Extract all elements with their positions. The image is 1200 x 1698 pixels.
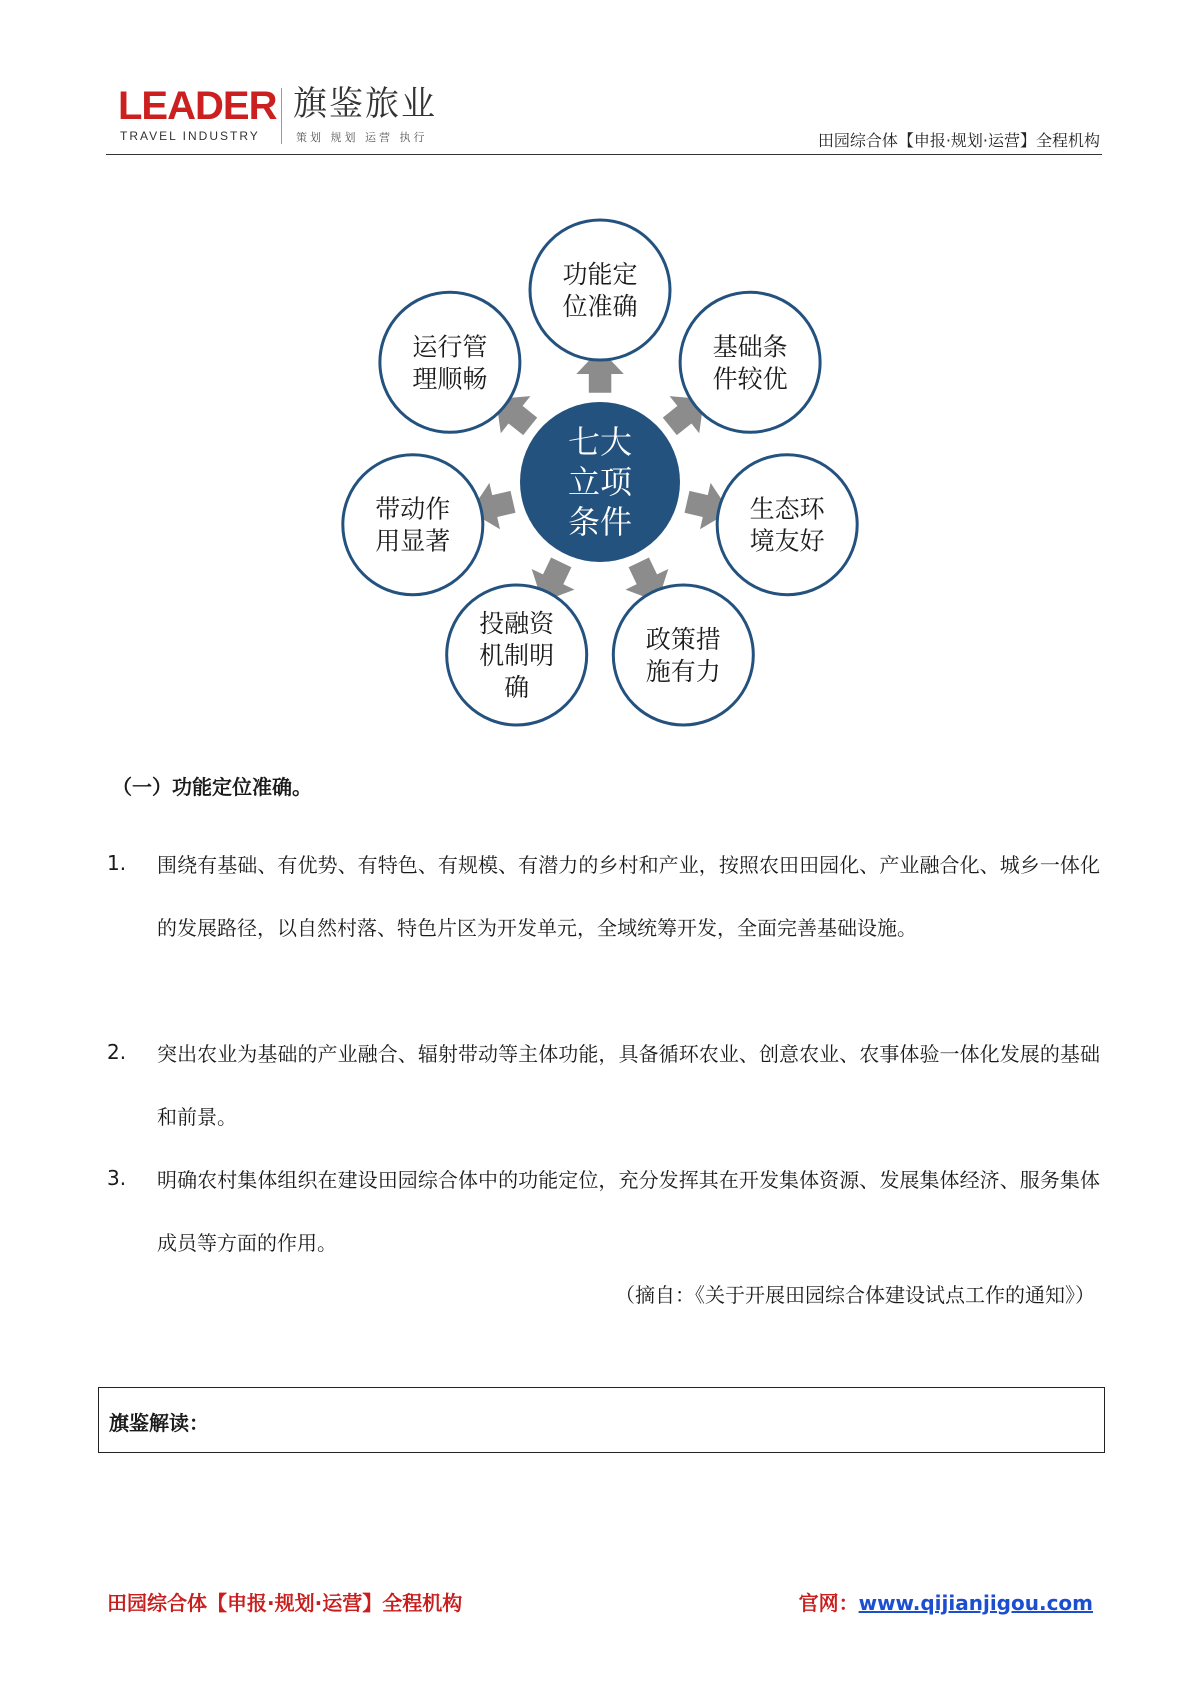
- list-item-text: 突出农业为基础的产业融合、辐射带动等主体功能，具备循环农业、创意农业、农事体验一体化发展的基础和前景。: [157, 1042, 1100, 1129]
- interpretation-box: [98, 1387, 1105, 1453]
- condition-label: 境友好: [749, 526, 825, 556]
- condition-label: 功能定: [562, 260, 638, 289]
- condition-label: 带动作: [375, 494, 451, 524]
- center-label: 七大: [567, 423, 633, 461]
- logo-chinese-subtitle: 策划 规划 运营 执行: [296, 131, 428, 144]
- section-heading: （一）功能定位准确。: [112, 775, 312, 799]
- condition-label: 运行管: [412, 332, 488, 362]
- header-tagline: 田园综合体【申报·规划·运营】全程机构: [817, 131, 1100, 150]
- list-item-text: 围绕有基础、有优势、有特色、有规模、有潜力的乡村和产业，按照农田田园化、产业融合化、城乡一体化的发展路径，以自然村落、特色片区为开发单元，全域统筹开发，全面完善基础设施。: [157, 853, 1100, 940]
- condition-label: 政策措: [645, 624, 721, 654]
- condition-label: 投融资: [479, 608, 555, 638]
- center-label: 立项: [567, 463, 633, 501]
- condition-label: 生态环: [749, 494, 825, 524]
- condition-label: 确: [504, 672, 530, 702]
- footer-website: [799, 1587, 1093, 1616]
- condition-circle: [343, 455, 483, 595]
- footer-website-label: 官网：: [798, 1591, 859, 1615]
- logo-leader: LEADER: [118, 84, 277, 128]
- condition-label: 用显著: [375, 526, 451, 556]
- center-label: 条件: [567, 503, 633, 541]
- list-item-number: 2.: [107, 1040, 127, 1064]
- footer-website-link[interactable]: www.qijianjigou.com: [858, 1591, 1093, 1615]
- condition-circle: [530, 220, 670, 360]
- condition-circle: [380, 292, 520, 432]
- condition-label: 施有力: [645, 656, 721, 686]
- condition-label: 机制明: [479, 640, 555, 670]
- seven-conditions-diagram: [0, 0, 1200, 760]
- logo-subtitle: TRAVEL INDUSTRY: [120, 129, 260, 143]
- condition-label: 位准确: [562, 292, 638, 321]
- logo-chinese: 旗鉴旅业: [293, 84, 437, 124]
- list-item-number: 3.: [107, 1166, 127, 1190]
- list-item-text: 明确农村集体组织在建设田园综合体中的功能定位，充分发挥其在开发集体资源、发展集体经济、服务集体成员等方面的作用。: [157, 1168, 1100, 1255]
- source-citation: （摘自：《关于开展田园综合体建设试点工作的通知》）: [615, 1283, 1095, 1307]
- condition-label: 件较优: [712, 364, 788, 394]
- condition-circle: [613, 585, 753, 725]
- list-item-number: 1.: [107, 851, 127, 875]
- interpretation-label: 旗鉴解读：: [109, 1411, 209, 1435]
- condition-label: 基础条: [712, 332, 788, 362]
- condition-circle: [717, 455, 857, 595]
- condition-circle: [680, 292, 820, 432]
- condition-label: 理顺畅: [412, 364, 488, 394]
- footer-tagline: 田园综合体【申报·规划·运营】全程机构: [107, 1591, 463, 1615]
